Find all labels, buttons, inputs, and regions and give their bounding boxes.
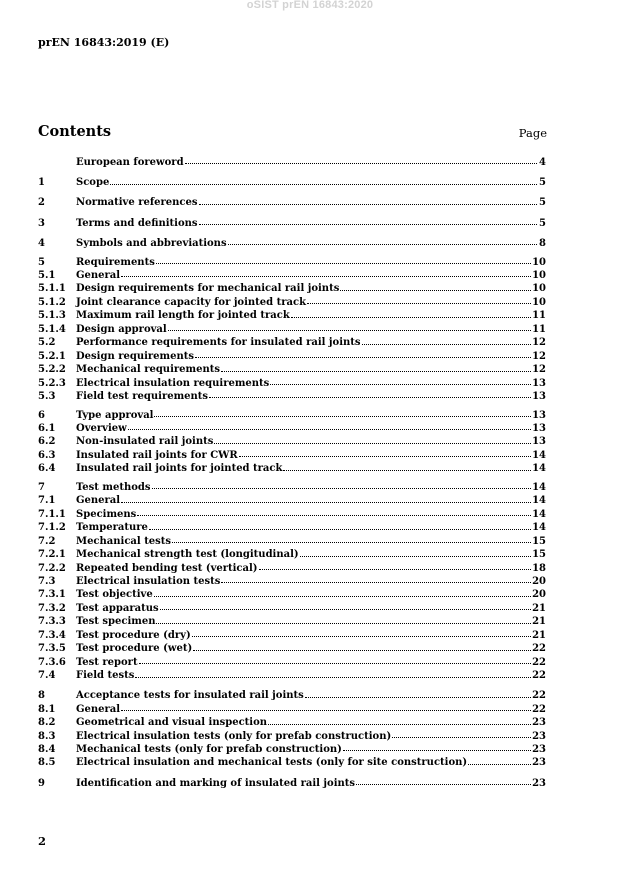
dot-leader xyxy=(209,396,531,398)
toc-entry-page: 14 xyxy=(532,522,546,534)
toc-entry-number: 9 xyxy=(38,777,45,789)
toc-entry-number: 4 xyxy=(38,237,45,249)
toc-entry-title: Performance requirements for insulated rail joints xyxy=(76,337,361,349)
toc-entry[interactable] xyxy=(38,296,546,309)
toc-entry-page: 23 xyxy=(532,730,546,742)
toc-entry-number: 5.1.4 xyxy=(38,323,66,335)
toc-entry-number: 6.2 xyxy=(38,436,56,448)
dot-leader xyxy=(199,203,538,205)
toc-entry-page: 23 xyxy=(532,777,546,789)
toc-entry-title: Electrical insulation and mechanical tests (only for site construction) xyxy=(76,757,468,769)
toc-entry-page: 8 xyxy=(539,237,546,249)
toc-entry-title: Geometrical and visual inspection xyxy=(76,717,268,729)
toc-entry-page: 13 xyxy=(532,377,546,389)
toc-entry-number: 7.3.3 xyxy=(38,616,66,628)
toc-entry-number: 6.1 xyxy=(38,423,56,434)
toc-entry-number: 3 xyxy=(38,217,45,229)
toc-entry[interactable] xyxy=(38,756,546,769)
toc-entry-number: 7.2 xyxy=(38,535,56,547)
toc-entry-page: 20 xyxy=(532,576,546,587)
dot-leader xyxy=(128,428,531,430)
dot-leader xyxy=(121,709,531,711)
toc-entry-number: 5.2.1 xyxy=(38,350,66,362)
toc-entry[interactable] xyxy=(38,777,546,790)
toc-entry[interactable] xyxy=(38,390,546,403)
toc-entry-number: 8 xyxy=(38,690,45,702)
toc-entry-page: 5 xyxy=(539,197,546,209)
toc-entry-page: 13 xyxy=(532,423,546,434)
toc-entry[interactable] xyxy=(38,743,546,756)
toc-entry-number: 7.1 xyxy=(38,495,56,507)
toc-entry-number: 6.3 xyxy=(38,449,56,461)
toc-entry-title: Test report xyxy=(76,656,138,668)
toc-entry-page: 23 xyxy=(532,744,546,756)
toc-entry-number: 7.2.1 xyxy=(38,549,66,561)
toc-entry-number: 7.1.2 xyxy=(38,522,66,534)
toc-entry-number: 7.3.2 xyxy=(38,602,66,614)
toc-entry[interactable] xyxy=(38,548,546,561)
dot-leader xyxy=(121,501,531,503)
dot-leader xyxy=(135,676,531,678)
toc-entry[interactable] xyxy=(38,588,546,601)
toc-entry-page: 22 xyxy=(532,670,546,682)
toc-entry-title: Mechanical strength test (longitudinal) xyxy=(76,549,299,561)
toc-entry-page: 12 xyxy=(532,337,546,349)
toc-entry-number: 7.4 xyxy=(38,670,56,682)
toc-entry[interactable] xyxy=(38,669,546,682)
toc-entry-title: Type approval xyxy=(76,409,154,421)
toc-entry-page: 20 xyxy=(532,589,546,601)
toc-entry-page: 14 xyxy=(532,495,546,507)
toc-entry-title: Electrical insulation tests xyxy=(76,576,221,587)
dot-leader xyxy=(228,243,537,245)
toc-entry-page: 10 xyxy=(532,256,546,268)
toc-entry-title: European foreword xyxy=(76,157,184,168)
toc-entry-page: 15 xyxy=(532,549,546,561)
toc-entry[interactable] xyxy=(38,237,546,250)
toc-entry-number: 6 xyxy=(38,409,45,421)
dot-leader xyxy=(156,262,531,264)
toc-entry-title: Acceptance tests for insulated rail joints xyxy=(76,690,304,702)
dot-leader xyxy=(343,749,531,751)
toc-entry-title: Overview xyxy=(76,423,127,434)
dot-leader xyxy=(291,316,531,318)
dot-leader xyxy=(305,696,531,698)
toc-entry-title: Field tests xyxy=(76,670,135,682)
toc-entry-page: 12 xyxy=(532,364,546,376)
dot-leader xyxy=(221,370,531,372)
toc-entry[interactable] xyxy=(38,196,546,209)
toc-entry[interactable] xyxy=(38,309,546,322)
toc-entry-title: Test procedure (wet) xyxy=(76,643,193,655)
toc-entry-title: Joint clearance capacity for jointed track xyxy=(76,296,307,308)
toc-entry[interactable] xyxy=(38,602,546,615)
toc-entry-title: Symbols and abbreviations xyxy=(76,237,227,249)
toc-entry-page: 10 xyxy=(532,270,546,281)
toc-entry-title: General xyxy=(76,703,121,715)
toc-entry-title: Specimens xyxy=(76,508,137,520)
toc-entry[interactable] xyxy=(38,350,546,363)
toc-entry-title: Test objective xyxy=(76,589,153,601)
dot-leader xyxy=(160,608,531,610)
toc-entry[interactable] xyxy=(38,409,546,422)
toc-entry[interactable] xyxy=(38,642,546,655)
toc-entry-page: 21 xyxy=(532,616,546,628)
toc-entry[interactable] xyxy=(38,256,546,269)
toc-entry-title: Repeated bending test (vertical) xyxy=(76,562,258,574)
toc-entry-page: 14 xyxy=(532,481,546,493)
dot-leader xyxy=(110,183,537,185)
dot-leader xyxy=(154,415,531,417)
dot-leader xyxy=(268,723,531,725)
dot-leader xyxy=(300,555,531,557)
toc-entry[interactable] xyxy=(38,435,546,448)
dot-leader xyxy=(154,595,531,597)
toc-entry[interactable] xyxy=(38,535,546,548)
toc-entry[interactable] xyxy=(38,689,546,702)
toc-entry[interactable] xyxy=(38,156,546,169)
dot-leader xyxy=(362,343,532,345)
toc-entry-title: Maximum rail length for jointed track xyxy=(76,310,290,322)
toc-entry-number: 8.1 xyxy=(38,703,56,715)
dot-leader xyxy=(270,383,531,385)
toc-entry-title: Electrical insulation tests (only for prefab construction) xyxy=(76,730,392,742)
toc-entry-title: Temperature xyxy=(76,522,148,534)
toc-entry-number: 7.1.1 xyxy=(38,508,66,520)
toc-entry-page: 22 xyxy=(532,643,546,655)
toc-entry[interactable] xyxy=(38,282,546,295)
footer-page-number: 2 xyxy=(38,834,47,848)
toc-entry-page: 10 xyxy=(532,283,546,295)
dot-leader xyxy=(468,763,531,765)
toc-entry-number: 8.5 xyxy=(38,757,56,769)
toc-entry-page: 13 xyxy=(532,436,546,448)
contents-heading: Contents xyxy=(38,123,112,140)
dot-leader xyxy=(152,487,532,489)
dot-leader xyxy=(283,469,531,471)
toc-entry-number: 5.1.3 xyxy=(38,310,66,322)
toc-entry-title: Terms and definitions xyxy=(76,217,198,229)
toc-entry-title: Design approval xyxy=(76,323,167,335)
toc-entry-number: 7.3.5 xyxy=(38,643,66,655)
toc-entry-title: Requirements xyxy=(76,256,155,268)
toc-entry-number: 5.3 xyxy=(38,390,56,402)
dot-leader xyxy=(192,635,531,637)
dot-leader xyxy=(149,528,531,530)
toc-entry[interactable] xyxy=(38,481,546,494)
toc-entry-page: 22 xyxy=(532,656,546,668)
dot-leader xyxy=(214,442,531,444)
watermark: oSIST prEN 16843:2020 xyxy=(246,0,374,11)
page-column-label: Page xyxy=(518,126,547,140)
toc-entry-page: 18 xyxy=(532,562,546,574)
toc-entry-title: Test specimen xyxy=(76,616,156,628)
toc-entry[interactable] xyxy=(38,217,546,230)
toc-entry-number: 8.3 xyxy=(38,730,56,742)
toc-entry[interactable] xyxy=(38,615,546,628)
toc-entry-number: 2 xyxy=(38,197,45,209)
dot-leader xyxy=(239,455,531,457)
toc-entry[interactable] xyxy=(38,656,546,669)
toc-entry[interactable] xyxy=(38,462,546,475)
dot-leader xyxy=(259,568,532,570)
toc-entry-title: Identification and marking of insulated rail joints xyxy=(76,777,356,789)
toc-entry-page: 10 xyxy=(532,296,546,308)
toc-entry-number: 8.2 xyxy=(38,717,56,729)
toc-entry-number: 7.3.1 xyxy=(38,589,66,601)
toc-entry-number: 7.2.2 xyxy=(38,562,66,574)
toc-entry-page: 11 xyxy=(532,310,546,322)
dot-leader xyxy=(137,514,531,516)
toc-entry-page: 23 xyxy=(532,757,546,769)
toc-entry-number: 5.1 xyxy=(38,270,56,281)
toc-entry-title: Mechanical requirements xyxy=(76,364,220,376)
toc-entry-number: 5.1.2 xyxy=(38,296,66,308)
toc-entry-title: Normative references xyxy=(76,197,198,209)
toc-entry-title: Non-insulated rail joints xyxy=(76,436,214,448)
toc-entry-title: Design requirements xyxy=(76,350,194,362)
toc-entry-title: General xyxy=(76,495,121,507)
toc-entry[interactable] xyxy=(38,730,546,743)
toc-entry-title: Mechanical tests xyxy=(76,535,172,547)
toc-entry[interactable] xyxy=(38,508,546,521)
toc-entry-title: Test procedure (dry) xyxy=(76,629,191,641)
toc-entry[interactable] xyxy=(38,703,546,716)
toc-entry[interactable] xyxy=(38,336,546,349)
toc-entry-title: Test apparatus xyxy=(76,602,159,614)
toc-entry-page: 14 xyxy=(532,463,546,475)
toc-entry-page: 23 xyxy=(532,717,546,729)
toc-entry[interactable] xyxy=(38,521,546,534)
toc-entry[interactable] xyxy=(38,176,546,189)
dot-leader xyxy=(195,356,531,358)
toc-entry-title: Mechanical tests (only for prefab construction) xyxy=(76,744,342,756)
toc-entry[interactable] xyxy=(38,377,546,390)
dot-leader xyxy=(392,736,531,738)
dot-leader xyxy=(340,289,531,291)
dot-leader xyxy=(168,329,531,331)
toc-entry-page: 22 xyxy=(532,690,546,702)
dot-leader xyxy=(356,783,531,785)
toc-entry[interactable] xyxy=(38,562,546,575)
table-of-contents xyxy=(38,156,546,790)
toc-entry-page: 5 xyxy=(539,217,546,229)
toc-entry[interactable] xyxy=(38,716,546,729)
toc-entry-number: 7.3.4 xyxy=(38,629,66,641)
toc-entry-title: Test methods xyxy=(76,481,151,493)
toc-entry-page: 14 xyxy=(532,508,546,520)
toc-entry-title: Insulated rail joints for jointed track xyxy=(76,463,283,475)
toc-entry-title: General xyxy=(76,270,121,281)
toc-entry[interactable] xyxy=(38,575,546,588)
toc-entry-title: Insulated rail joints for CWR xyxy=(76,449,238,461)
toc-entry-number: 5.2 xyxy=(38,337,56,349)
toc-entry-number: 7.3.6 xyxy=(38,656,66,668)
toc-entry-page: 4 xyxy=(539,157,546,168)
toc-entry-number: 5.1.1 xyxy=(38,283,66,295)
dot-leader xyxy=(185,162,537,164)
toc-entry[interactable] xyxy=(38,494,546,507)
toc-entry[interactable] xyxy=(38,629,546,642)
toc-entry-number: 6.4 xyxy=(38,463,56,475)
dot-leader xyxy=(172,541,531,543)
toc-entry[interactable] xyxy=(38,323,546,336)
toc-entry-number: 1 xyxy=(38,177,45,189)
dot-leader xyxy=(193,649,531,651)
toc-entry-page: 11 xyxy=(532,323,546,335)
dot-leader xyxy=(221,581,531,583)
dot-leader xyxy=(199,223,537,225)
document-id: prEN 16843:2019 (E) xyxy=(38,36,170,49)
toc-entry-number: 7 xyxy=(38,481,45,493)
toc-entry-number: 5.2.2 xyxy=(38,364,66,376)
toc-entry-title: Scope xyxy=(76,177,110,189)
toc-entry-number: 8.4 xyxy=(38,744,56,756)
toc-entry-page: 14 xyxy=(532,449,546,461)
toc-entry-page: 21 xyxy=(532,629,546,641)
toc-entry-page: 22 xyxy=(532,703,546,715)
toc-entry[interactable] xyxy=(38,269,546,282)
toc-entry-title: Design requirements for mechanical rail joints xyxy=(76,283,340,295)
toc-entry[interactable] xyxy=(38,363,546,376)
toc-entry-page: 15 xyxy=(532,535,546,547)
toc-entry[interactable] xyxy=(38,449,546,462)
toc-entry-page: 5 xyxy=(539,177,546,189)
toc-entry-title: Electrical insulation requirements xyxy=(76,377,270,389)
toc-entry-number: 5.2.3 xyxy=(38,377,66,389)
dot-leader xyxy=(156,622,531,624)
toc-entry-page: 21 xyxy=(532,602,546,614)
dot-leader xyxy=(307,302,531,304)
toc-entry-number: 5 xyxy=(38,256,45,268)
toc-entry-page: 13 xyxy=(532,390,546,402)
toc-entry-page: 12 xyxy=(532,350,546,362)
dot-leader xyxy=(121,275,531,277)
toc-entry-page: 13 xyxy=(532,409,546,421)
toc-entry-title: Field test requirements xyxy=(76,390,209,402)
toc-entry[interactable] xyxy=(38,422,546,435)
toc-entry-number: 7.3 xyxy=(38,576,56,587)
dot-leader xyxy=(139,662,532,664)
